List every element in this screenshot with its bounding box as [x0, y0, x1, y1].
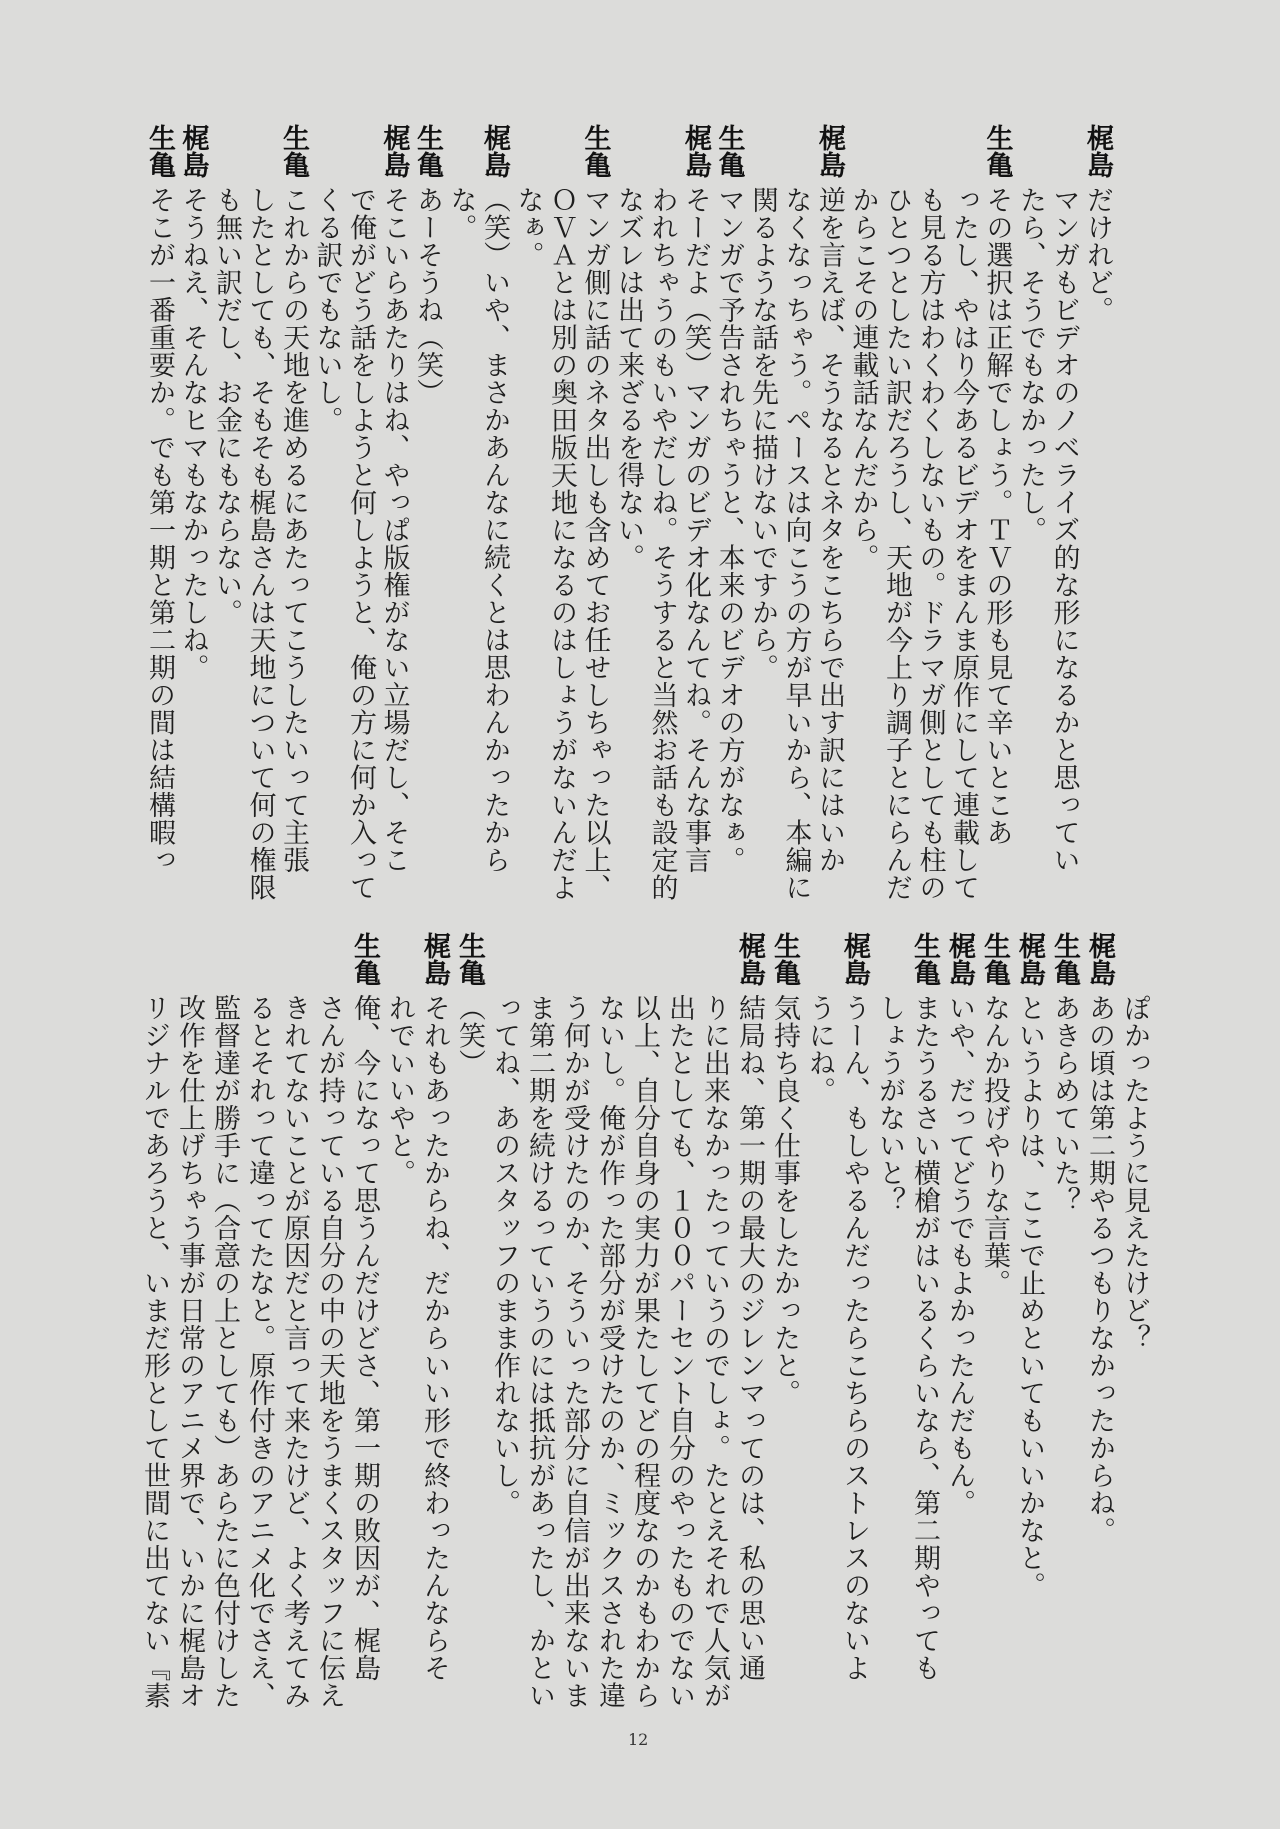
speaker-label: 梶島 [944, 932, 975, 986]
speaker-label: 生亀 [579, 124, 611, 178]
page-number: 12 [628, 1730, 649, 1749]
dialogue-text: うにね。 [804, 994, 835, 1104]
text-column [1117, 932, 1152, 1712]
dialogue-text: これからの天地を進めるにあたってこうしたいって主張 [278, 186, 309, 874]
text-column [452, 932, 487, 1712]
text-column [578, 124, 612, 904]
interview-text-lower [137, 932, 1152, 1712]
text-column [732, 932, 767, 1712]
dialogue-text: 俺、今になって思うんだけどさ、第一期の敗因が、梶島 [349, 994, 380, 1682]
dialogue-text: 改作を仕上げちゃう事が日常のアニメ界で、いかに梶島オ [174, 994, 205, 1709]
speaker-label: 生亀 [1049, 932, 1080, 986]
text-column [382, 932, 417, 1712]
speaker-label: 生亀 [713, 124, 745, 178]
text-column [172, 932, 207, 1712]
text-column [645, 124, 679, 904]
text-column [277, 124, 311, 904]
text-column [312, 932, 347, 1712]
dialogue-text: ＯＶＡとは別の奥田版天地になるのはしょうがないんだよ [546, 186, 577, 901]
text-column [417, 932, 452, 1712]
speaker-label: 生亀 [349, 932, 380, 986]
text-column [1081, 124, 1115, 904]
speaker-label: 梶島 [680, 124, 711, 178]
speaker-label: 梶島 [1014, 932, 1045, 986]
dialogue-text: ってね、あのスタッフのまま作れないし。 [489, 994, 520, 1517]
text-column [880, 124, 914, 904]
dialogue-text: いや、だってどうでもよかったんだもん。 [944, 994, 975, 1517]
dialogue-text: ったし、やはり今あるビデオをまんま原作にして連載して [948, 186, 979, 901]
text-column [344, 124, 378, 904]
dialogue-text: なぁ。 [512, 186, 544, 269]
dialogue-text: れでいいやと。 [384, 994, 415, 1187]
speaker-label: 梶島 [734, 932, 765, 986]
speaker-label: 生亀 [769, 932, 800, 986]
text-column [487, 932, 522, 1712]
dialogue-text: からこその連載話なんだから。 [847, 186, 879, 571]
text-column [767, 932, 802, 1712]
speaker-label: 梶島 [839, 932, 870, 986]
text-column [1014, 124, 1048, 904]
speaker-label: 梶島 [1082, 124, 1113, 178]
text-column [1082, 932, 1117, 1712]
dialogue-text: 関るような話を先に描けないですから。 [747, 186, 778, 681]
text-column [907, 932, 942, 1712]
dialogue-text: な。 [445, 186, 477, 241]
interview-text-upper [143, 124, 1115, 904]
dialogue-text: しょうがないと？ [874, 994, 905, 1214]
dialogue-text: というよりは、ここで止めといてもいいかなと。 [1014, 994, 1045, 1599]
speaker-label: 梶島 [177, 124, 209, 178]
speaker-label: 梶島 [378, 124, 410, 178]
speaker-label: 梶島 [419, 932, 450, 986]
dialogue-text: ま第二期を続けるっていうのには抵抗があったし、かとい [524, 994, 555, 1709]
text-column [942, 932, 977, 1712]
dialogue-text: またうるさい横槍がはいるくらいなら、第二期やっても [909, 994, 940, 1682]
dialogue-text: したとしても、そもそも梶島さんは天地について何の権限 [244, 186, 276, 901]
dialogue-text: くる訳でもないし。 [311, 186, 343, 434]
dialogue-text: 結局ね、第一期の最大のジレンマってのは、私の思い通 [734, 994, 765, 1682]
dialogue-text: そこが一番重要か。でも第一期と第二期の間は結構暇っ [144, 186, 175, 874]
speaker-label: 梶島 [1084, 932, 1115, 986]
text-column [1047, 124, 1081, 904]
text-column [522, 932, 557, 1712]
dialogue-text: も無い訳だし、お金にもならない。 [211, 186, 242, 626]
text-column [143, 124, 177, 904]
text-column [1012, 932, 1047, 1712]
text-column [977, 932, 1012, 1712]
dialogue-text: も見る方はわくわくしないもの。ドラマガ側としても柱の [914, 186, 946, 901]
text-column [592, 932, 627, 1712]
dialogue-text: マンガで予告されちゃうと、本来のビデオの方がなぁ。 [713, 186, 745, 874]
dialogue-text: うーん、もしやるんだったらこちらのストレスのないよ [839, 994, 870, 1682]
text-column [207, 932, 242, 1712]
text-column [872, 932, 907, 1712]
dialogue-text: マンガもビデオのノベライズ的な形になるかと思ってい [1048, 186, 1080, 874]
dialogue-text: マンガ側に話のネタ出しも含めてお任せしちゃった以上、 [579, 186, 611, 901]
dialogue-text: なんか投げやりな言葉。 [979, 994, 1010, 1297]
dialogue-text: そうねえ、そんなヒマもなかったしね。 [177, 186, 209, 681]
dialogue-text: ないし。俺が作った部分が受けたのか、ミックスされた違 [594, 994, 625, 1709]
dialogue-text: その選択は正解でしょう。ＴＶの形も見て辛いとこあ [981, 186, 1013, 846]
dialogue-text: 以上、自分自身の実力が果たしてどの程度なのかもわから [629, 994, 660, 1709]
text-column [176, 124, 210, 904]
text-column [545, 124, 579, 904]
text-column [947, 124, 981, 904]
dialogue-text: （笑）いや、まさかあんなに続くとは思わんかったから [479, 186, 510, 874]
dialogue-text: なズレは出て来ざるを得ない。 [613, 186, 644, 571]
text-column [779, 124, 813, 904]
text-column [913, 124, 947, 904]
dialogue-text: われちゃうのもいやだしね。そうすると当然お話も設定的 [646, 186, 678, 901]
dialogue-text: あーそうね（笑） [412, 186, 443, 406]
speaker-label: 生亀 [979, 932, 1010, 986]
text-column [277, 932, 312, 1712]
dialogue-text: きれてないことが原因だと言って来たけど、よく考えてみ [279, 994, 310, 1709]
text-column [627, 932, 662, 1712]
text-column [679, 124, 713, 904]
text-column [377, 124, 411, 904]
text-column [712, 124, 746, 904]
text-column [557, 932, 592, 1712]
dialogue-text: う何かが受けたのか、そういった部分に自信が出来ないま [559, 994, 590, 1709]
speaker-label: 梶島 [479, 124, 510, 178]
text-column [980, 124, 1014, 904]
text-column [444, 124, 478, 904]
dialogue-text: さんが持っている自分の中の天地をうまくスタッフに伝え [314, 994, 345, 1709]
dialogue-text: それもあったからね、だからいい形で終わったんならそ [419, 994, 450, 1682]
speaker-label: 生亀 [909, 932, 940, 986]
text-column [347, 932, 382, 1712]
dialogue-text: リジナルであろうと、いまだ形として世間に出てない『素 [139, 994, 170, 1709]
dialogue-text: ぽかったように見えたけど？ [1119, 994, 1150, 1352]
text-column [612, 124, 646, 904]
text-column [837, 932, 872, 1712]
dialogue-text: あきらめていた？ [1049, 994, 1080, 1214]
text-column [478, 124, 512, 904]
text-column [242, 932, 277, 1712]
text-column [137, 932, 172, 1712]
dialogue-text: そーだよ（笑）マンガのビデオ化なんてね。そんな事言 [680, 186, 711, 874]
text-column [511, 124, 545, 904]
text-column [802, 932, 837, 1712]
dialogue-text: で俺がどう話をしようと何しようと、俺の方に何か入って [345, 186, 376, 901]
dialogue-text: 逆を言えば、そうなるとネタをこちらで出す訳にはいか [814, 186, 845, 874]
speaker-label: 生亀 [412, 124, 443, 178]
text-column [813, 124, 847, 904]
dialogue-text: りに出来なかったっていうのでしょ。たとえそれで人気が [699, 994, 730, 1709]
text-column [1047, 932, 1082, 1712]
dialogue-text: たら、そうでもなかったし。 [1015, 186, 1046, 544]
speaker-label: 生亀 [278, 124, 309, 178]
dialogue-text: 出たとしても、１００パーセント自分のやったものでない [664, 994, 695, 1709]
dialogue-text: ひとつとしたい訳だろうし、天地が今上り調子とにらんだ [881, 186, 912, 901]
dialogue-text: （笑） [454, 994, 485, 1077]
speaker-label: 生亀 [981, 124, 1013, 178]
dialogue-text: るとそれって違ってたなと。原作付きのアニメ化でさえ、 [244, 994, 275, 1709]
dialogue-text: 監督達が勝手に（合意の上としても）あらたに色付けした [209, 994, 240, 1709]
text-column [411, 124, 445, 904]
dialogue-text: あの頃は第二期やるつもりなかったからね。 [1084, 994, 1115, 1544]
text-column [662, 932, 697, 1712]
text-column [243, 124, 277, 904]
speaker-label: 梶島 [814, 124, 845, 178]
dialogue-text: だけれど。 [1082, 186, 1113, 324]
speaker-label: 生亀 [144, 124, 175, 178]
dialogue-text: そこいらあたりはね、やっぱ版権がない立場だし、そこ [378, 186, 410, 874]
speaker-label: 生亀 [454, 932, 485, 986]
text-column [310, 124, 344, 904]
text-column [746, 124, 780, 904]
text-column [210, 124, 244, 904]
text-column [697, 932, 732, 1712]
dialogue-text: なくなっちゃう。ペースは向こうの方が早いから、本編に [780, 186, 812, 901]
dialogue-text: 気持ち良く仕事をしたかったと。 [769, 994, 800, 1407]
text-column [846, 124, 880, 904]
